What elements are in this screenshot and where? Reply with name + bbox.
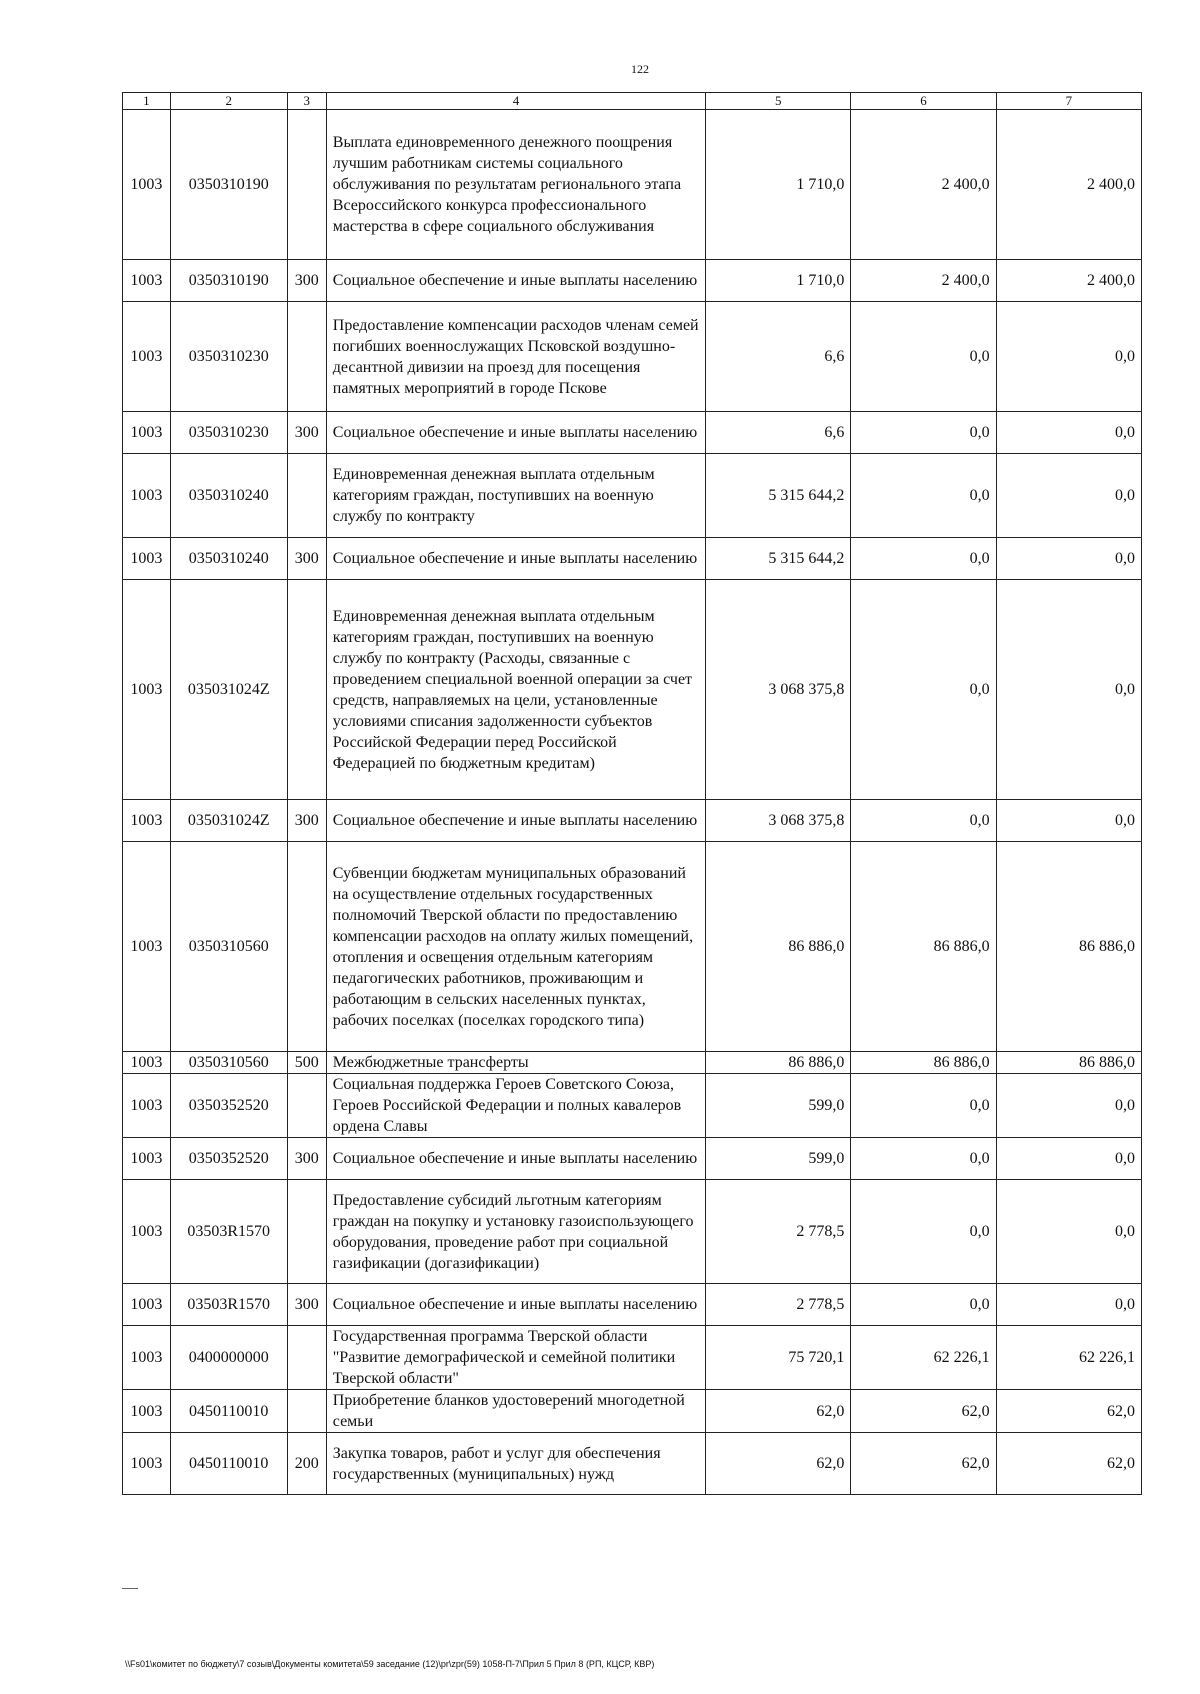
row-expense-type: 300	[287, 260, 326, 302]
row-amount-col5: 75 720,1	[706, 1326, 851, 1390]
row-description: Субвенции бюджетам муниципальных образований на осуществление отдельных государственных полномочий Тверской области по предоставлению компенсации расходов на оплату жилых помещений, отопления и освещения отдельным категориям педагогических работников, проживающим и работающим в сельских населенных пунктах, рабочих поселках (поселках городского типа)	[326, 842, 705, 1052]
row-section-code: 1003	[123, 1074, 171, 1138]
table-row	[123, 538, 1142, 580]
row-amount-col7: 62,0	[996, 1433, 1141, 1495]
row-amount-col5: 62,0	[706, 1390, 851, 1433]
header-col-6: 6	[851, 93, 996, 110]
table-row	[123, 1390, 1142, 1433]
table-row	[123, 1433, 1142, 1495]
row-amount-col7: 0,0	[996, 1180, 1141, 1284]
row-amount-col7: 62 226,1	[996, 1326, 1141, 1390]
row-amount-col6: 0,0	[851, 454, 996, 538]
row-target-code: 0350310190	[170, 110, 287, 260]
row-description: Социальное обеспечение и иные выплаты населению	[326, 1138, 705, 1180]
row-amount-col7: 0,0	[996, 800, 1141, 842]
row-target-code: 0350352520	[170, 1074, 287, 1138]
row-amount-col7: 0,0	[996, 302, 1141, 412]
row-description: Социальное обеспечение и иные выплаты населению	[326, 412, 705, 454]
row-amount-col7: 0,0	[996, 538, 1141, 580]
table-row	[123, 302, 1142, 412]
footer-file-path: \\Fs01\комитет по бюджету\7 созыв\Документы комитета\59 заседание (12)\pr\zpr(59) 1058-П-7\Прил 5 Прил 8 (РП, КЦСР, КВР)	[125, 1659, 655, 1669]
budget-table	[122, 92, 1142, 1495]
row-amount-col5: 86 886,0	[706, 1052, 851, 1074]
row-target-code: 035031024Z	[170, 580, 287, 800]
row-expense-type	[287, 1074, 326, 1138]
row-amount-col6: 62,0	[851, 1433, 996, 1495]
row-amount-col6: 0,0	[851, 302, 996, 412]
table-row	[123, 1138, 1142, 1180]
row-amount-col5: 6,6	[706, 412, 851, 454]
row-target-code: 0350310560	[170, 1052, 287, 1074]
row-amount-col6: 86 886,0	[851, 842, 996, 1052]
row-target-code: 03503R1570	[170, 1180, 287, 1284]
row-amount-col5: 599,0	[706, 1074, 851, 1138]
row-amount-col5: 6,6	[706, 302, 851, 412]
row-target-code: 03503R1570	[170, 1284, 287, 1326]
row-description: Социальная поддержка Героев Советского Союза, Героев Российской Федерации и полных кавалеров ордена Славы	[326, 1074, 705, 1138]
page-number: 122	[631, 62, 649, 76]
row-target-code: 0350310240	[170, 454, 287, 538]
row-expense-type	[287, 842, 326, 1052]
row-amount-col5: 599,0	[706, 1138, 851, 1180]
row-amount-col7: 0,0	[996, 412, 1141, 454]
header-col-5: 5	[706, 93, 851, 110]
header-col-4: 4	[326, 93, 705, 110]
header-col-3: 3	[287, 93, 326, 110]
bottom-rule	[122, 1588, 138, 1589]
table-row	[123, 260, 1142, 302]
row-expense-type	[287, 454, 326, 538]
row-amount-col7: 2 400,0	[996, 260, 1141, 302]
table-row	[123, 1284, 1142, 1326]
row-description: Предоставление компенсации расходов членам семей погибших военнослужащих Псковской воздушно-десантной дивизии на проезд для посещения памятных мероприятий в городе Пскове	[326, 302, 705, 412]
row-expense-type: 300	[287, 1138, 326, 1180]
row-amount-col5: 2 778,5	[706, 1180, 851, 1284]
row-target-code: 0350310240	[170, 538, 287, 580]
row-section-code: 1003	[123, 454, 171, 538]
row-amount-col5: 5 315 644,2	[706, 538, 851, 580]
row-expense-type: 300	[287, 538, 326, 580]
row-section-code: 1003	[123, 260, 171, 302]
row-amount-col7: 0,0	[996, 1284, 1141, 1326]
row-section-code: 1003	[123, 302, 171, 412]
row-section-code: 1003	[123, 800, 171, 842]
row-expense-type	[287, 302, 326, 412]
table-row	[123, 1180, 1142, 1284]
row-section-code: 1003	[123, 1433, 171, 1495]
row-target-code: 0450110010	[170, 1390, 287, 1433]
row-amount-col7: 86 886,0	[996, 1052, 1141, 1074]
row-expense-type: 200	[287, 1433, 326, 1495]
row-amount-col6: 0,0	[851, 1284, 996, 1326]
row-expense-type	[287, 110, 326, 260]
row-target-code: 0350352520	[170, 1138, 287, 1180]
row-description: Единовременная денежная выплата отдельным категориям граждан, поступивших на военную службу по контракту	[326, 454, 705, 538]
row-expense-type: 500	[287, 1052, 326, 1074]
table-row	[123, 842, 1142, 1052]
row-amount-col6: 0,0	[851, 1138, 996, 1180]
row-section-code: 1003	[123, 1326, 171, 1390]
row-amount-col6: 86 886,0	[851, 1052, 996, 1074]
row-amount-col5: 1 710,0	[706, 110, 851, 260]
row-target-code: 0350310190	[170, 260, 287, 302]
row-description: Закупка товаров, работ и услуг для обеспечения государственных (муниципальных) нужд	[326, 1433, 705, 1495]
row-description: Приобретение бланков удостоверений многодетной семьи	[326, 1390, 705, 1433]
table-row	[123, 800, 1142, 842]
row-section-code: 1003	[123, 1284, 171, 1326]
header-col-2: 2	[170, 93, 287, 110]
row-amount-col7: 0,0	[996, 580, 1141, 800]
row-expense-type	[287, 1390, 326, 1433]
row-amount-col6: 2 400,0	[851, 260, 996, 302]
table-row	[123, 454, 1142, 538]
row-description: Государственная программа Тверской области "Развитие демографической и семейной политики Тверской области"	[326, 1326, 705, 1390]
header-row	[123, 93, 1142, 110]
row-target-code: 0400000000	[170, 1326, 287, 1390]
row-section-code: 1003	[123, 1052, 171, 1074]
row-amount-col5: 1 710,0	[706, 260, 851, 302]
row-amount-col6: 0,0	[851, 580, 996, 800]
row-amount-col6: 0,0	[851, 412, 996, 454]
row-amount-col5: 3 068 375,8	[706, 800, 851, 842]
row-amount-col7: 2 400,0	[996, 110, 1141, 260]
row-target-code: 035031024Z	[170, 800, 287, 842]
row-amount-col5: 2 778,5	[706, 1284, 851, 1326]
row-section-code: 1003	[123, 538, 171, 580]
row-expense-type	[287, 1180, 326, 1284]
row-amount-col6: 2 400,0	[851, 110, 996, 260]
row-amount-col7: 0,0	[996, 454, 1141, 538]
row-target-code: 0350310230	[170, 302, 287, 412]
row-description: Предоставление субсидий льготным категориям граждан на покупку и установку газоиспользующего оборудования, проведение работ при социальной газификации (догазификации)	[326, 1180, 705, 1284]
row-amount-col7: 86 886,0	[996, 842, 1141, 1052]
table-row	[123, 110, 1142, 260]
table-row	[123, 1326, 1142, 1390]
row-amount-col6: 0,0	[851, 1180, 996, 1284]
row-amount-col5: 5 315 644,2	[706, 454, 851, 538]
row-target-code: 0350310560	[170, 842, 287, 1052]
row-amount-col7: 62,0	[996, 1390, 1141, 1433]
row-amount-col6: 0,0	[851, 538, 996, 580]
row-expense-type	[287, 580, 326, 800]
row-expense-type	[287, 1326, 326, 1390]
row-amount-col6: 62,0	[851, 1390, 996, 1433]
row-expense-type: 300	[287, 800, 326, 842]
row-description: Социальное обеспечение и иные выплаты населению	[326, 800, 705, 842]
row-amount-col6: 0,0	[851, 1074, 996, 1138]
row-amount-col7: 0,0	[996, 1074, 1141, 1138]
row-amount-col5: 3 068 375,8	[706, 580, 851, 800]
row-section-code: 1003	[123, 1180, 171, 1284]
row-section-code: 1003	[123, 1138, 171, 1180]
row-section-code: 1003	[123, 412, 171, 454]
row-amount-col6: 0,0	[851, 800, 996, 842]
row-description: Социальное обеспечение и иные выплаты населению	[326, 1284, 705, 1326]
row-expense-type: 300	[287, 1284, 326, 1326]
row-section-code: 1003	[123, 842, 171, 1052]
row-description: Социальное обеспечение и иные выплаты населению	[326, 538, 705, 580]
table-row	[123, 1052, 1142, 1074]
row-target-code: 0350310230	[170, 412, 287, 454]
row-section-code: 1003	[123, 110, 171, 260]
row-expense-type: 300	[287, 412, 326, 454]
row-section-code: 1003	[123, 1390, 171, 1433]
row-amount-col7: 0,0	[996, 1138, 1141, 1180]
row-description: Единовременная денежная выплата отдельным категориям граждан, поступивших на военную службу по контракту (Расходы, связанные с проведением специальной военной операции за счет средств, направляемых на цели, установленные условиями списания задолженности субъектов Российской Федерации перед Российской Федерацией по бюджетным кредитам)	[326, 580, 705, 800]
row-amount-col5: 62,0	[706, 1433, 851, 1495]
table-row	[123, 412, 1142, 454]
row-description: Выплата единовременного денежного поощрения лучшим работникам системы социального обслуживания по результатам регионального этапа Всероссийского конкурса профессионального мастерства в сфере социального обслуживания	[326, 110, 705, 260]
row-description: Межбюджетные трансферты	[326, 1052, 705, 1074]
row-target-code: 0450110010	[170, 1433, 287, 1495]
table-row	[123, 580, 1142, 800]
header-col-7: 7	[996, 93, 1141, 110]
row-amount-col6: 62 226,1	[851, 1326, 996, 1390]
header-col-1: 1	[123, 93, 171, 110]
table-row	[123, 1074, 1142, 1138]
row-amount-col5: 86 886,0	[706, 842, 851, 1052]
row-section-code: 1003	[123, 580, 171, 800]
row-description: Социальное обеспечение и иные выплаты населению	[326, 260, 705, 302]
